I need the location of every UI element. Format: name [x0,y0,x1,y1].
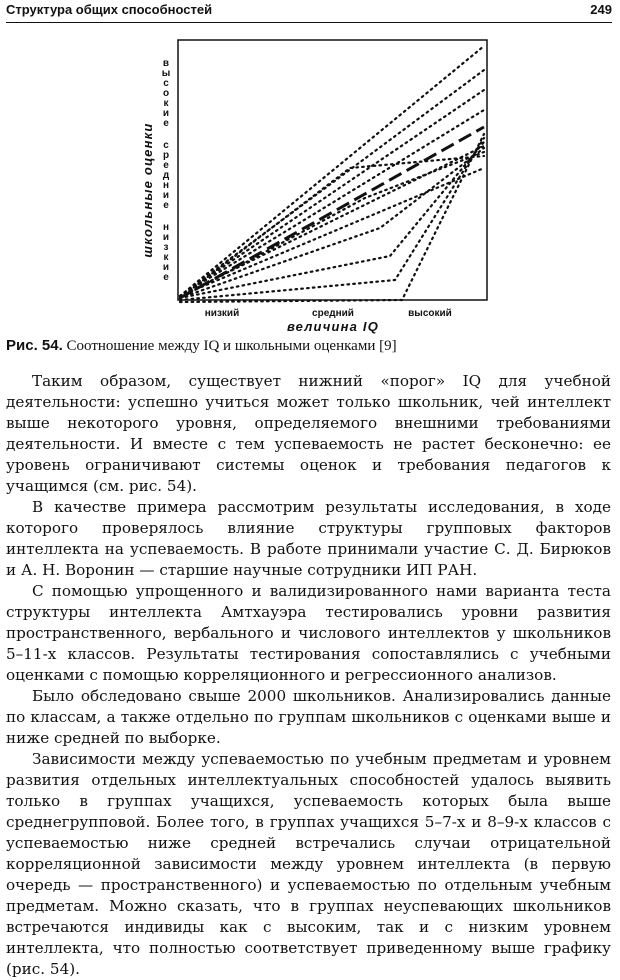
dotted-line-1 [180,46,484,296]
page-number: 249 [590,2,612,17]
x-axis-label: величина IQ [286,319,380,334]
iq-grades-chart [0,28,620,338]
figure-54 [0,28,620,338]
paragraph-3: С помощью упрощенного и валидизированного нами варианта теста структуры интеллекта Амтхауэра тестировались уровни развития пространственного, вербального и числового интеллектов у школьников 5–11-х классов. Результаты тестирования сопоставлялись с учебными оценками с помощью корреляционного и регрессионного анализов. [6,582,611,684]
dotted-line-11 [180,138,484,300]
x-tick-high: высокий [408,308,452,319]
paragraph-1: Таким образом, существует нижний «порог» IQ для учебной деятельности: успешно учиться может только школьник, чей интеллект выше некоторого уровня, определяемого внешними требованиями деятельности. И вместе с тем успеваемость не растет бесконечно: ее уровень ограничивают системы оценок и требования педагогов к учащимся (см. рис. 54). [6,372,611,495]
dotted-line-4 [180,110,484,296]
caption-number: Рис. 54. [6,337,63,354]
y-level-low: низкие [160,222,172,282]
dotted-line-3 [180,90,484,296]
body-text [6,371,611,980]
figure-caption [6,337,397,355]
x-tick-medium: средний [312,308,354,319]
x-tick-low: низкий [204,308,240,319]
paragraph-2: В качестве примера рассмотрим результаты исследования, в ходе которого проверялось влияние структуры групповых факторов интеллекта на успеваемость. В работе принимали участие С. Д. Бирюков и А. Н. Воронин — старшие научные сотрудники ИП РАН. [6,498,611,579]
paragraph-5: Зависимости между успеваемостью по учебным предметам и уровнем развития отдельных интеллектуальных способностей удалось выявить только в группах учащихся, успеваемость которых была выше среднегрупповой. Более того, в группах учащихся 5–7-х и 8–9-х классов с успеваемостью ниже средней встречались случаи отрицательной корреляционной зависимости между уровнем интеллекта (в первую очередь — пространственного) и успеваемостью по отдельным учебным предметам. Можно сказать, что в группах неуспевающих школьников встречаются индивиды как с высоким, так и с низким уровнем интеллекта, что полностью соответствует приведенному выше графику (рис. 54). [6,750,611,978]
caption-text: Соотношение между IQ и школьными оценками [9] [66,338,397,354]
y-level-medium: средние [160,140,172,210]
running-header [6,0,612,23]
dotted-line-8 [180,152,484,298]
y-axis-label: школьные оценки [140,122,155,258]
y-level-high: высокие [160,58,172,128]
paragraph-4: Было обследовано свыше 2000 школьников. Анализировались данные по классам, а также отдельно по группам школьников с оценками выше и ниже средней по выборке. [6,687,611,747]
correlation-lines [180,46,484,302]
dotted-line-6 [180,168,484,296]
running-title: Структура общих способностей [6,2,213,17]
